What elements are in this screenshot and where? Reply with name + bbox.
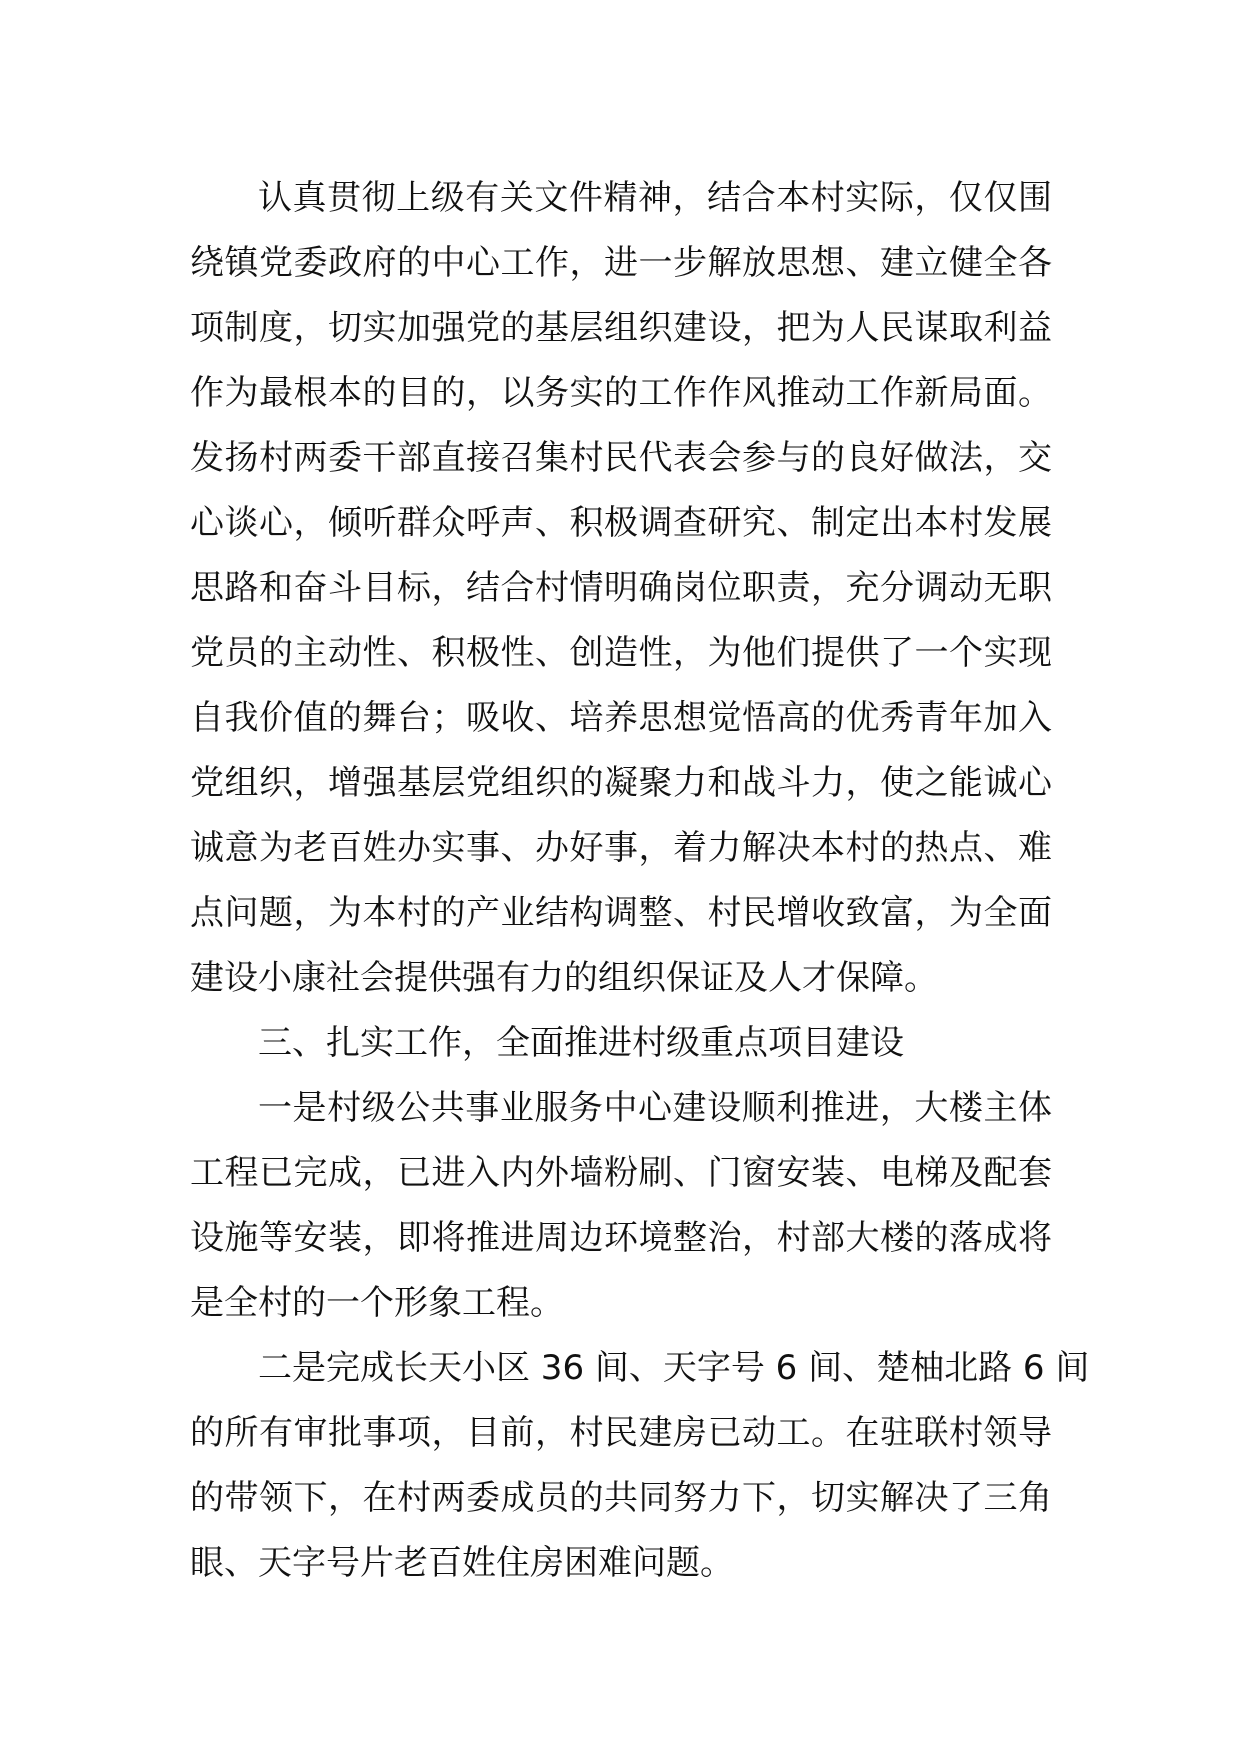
text-line: 绕镇党委政府的中心工作，进一步解放思想、建立健全各 (190, 243, 1052, 283)
text-line: 作为最根本的目的，以务实的工作作风推动工作新局面。 (190, 373, 1052, 413)
text-line: 自我价值的舞台；吸收、培养思想觉悟高的优秀青年加入 (190, 698, 1052, 738)
text-line: 是全村的一个形象工程。 (190, 1283, 564, 1323)
text-line: 心谈心，倾听群众呼声、积极调查研究、制定出本村发展 (190, 503, 1052, 543)
text-line: 建设小康社会提供强有力的组织保证及人才保障。 (190, 958, 938, 998)
text-line: 诚意为老百姓办实事、办好事，着力解决本村的热点、难 (190, 828, 1052, 868)
paragraph-3 (190, 1336, 1090, 1596)
text-line: 党员的主动性、积极性、创造性，为他们提供了一个实现 (190, 633, 1052, 673)
section-heading-3 (190, 1011, 1052, 1076)
text-line: 眼、天字号片老百姓住房困难问题。 (190, 1543, 734, 1583)
paragraph-1 (190, 166, 1052, 1011)
heading-line: 三、扎实工作，全面推进村级重点项目建设 (258, 1023, 904, 1063)
text-line: 认真贯彻上级有关文件精神，结合本村实际，仅仅围 (258, 178, 1052, 218)
document-body (190, 166, 1090, 1596)
text-line: 发扬村两委干部直接召集村民代表会参与的良好做法，交 (190, 438, 1052, 478)
text-line: 的带领下，在村两委成员的共同努力下，切实解决了三角 (190, 1478, 1052, 1518)
text-line: 项制度，切实加强党的基层组织建设，把为人民谋取利益 (190, 308, 1052, 348)
paragraph-2 (190, 1076, 1052, 1336)
text-line: 设施等安装，即将推进周边环境整治，村部大楼的落成将 (190, 1218, 1052, 1258)
text-line: 二是完成长天小区 36 间、天字号 6 间、楚柚北路 6 间 (258, 1348, 1090, 1388)
text-line: 思路和奋斗目标，结合村情明确岗位职责，充分调动无职 (190, 568, 1052, 608)
text-line: 一是村级公共事业服务中心建设顺利推进，大楼主体 (258, 1088, 1052, 1128)
text-line: 的所有审批事项，目前，村民建房已动工。在驻联村领导 (190, 1413, 1052, 1453)
text-line: 党组织，增强基层党组织的凝聚力和战斗力，使之能诚心 (190, 763, 1052, 803)
text-line: 点问题，为本村的产业结构调整、村民增收致富，为全面 (190, 893, 1052, 933)
text-line: 工程已完成，已进入内外墙粉刷、门窗安装、电梯及配套 (190, 1153, 1052, 1193)
